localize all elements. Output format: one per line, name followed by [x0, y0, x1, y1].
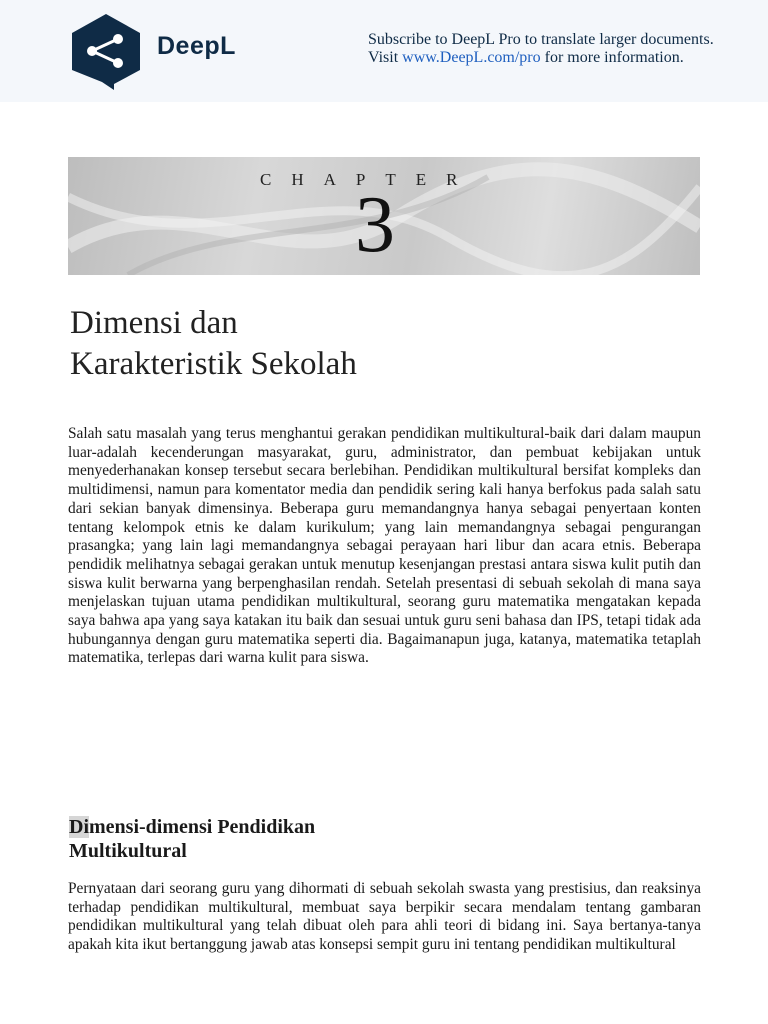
deepl-logo-icon[interactable]: [68, 12, 144, 90]
promo-suffix: for more information.: [540, 49, 684, 66]
section-heading-rest: mensi-dimensi Pendidikan: [89, 816, 316, 838]
deepl-wordmark[interactable]: DeepL: [157, 32, 236, 60]
deepl-banner: [0, 0, 768, 102]
promo-line-2: [368, 49, 768, 67]
chapter-title-line-2: Karakteristik Sekolah: [70, 346, 357, 382]
body-paragraph-1: Salah satu masalah yang terus menghantui gerakan pendidikan multikultural-baik dari dalam maupun luar-adalah kecenderungan masyarakat, guru, administrator, dan pembuat kebijakan untuk menyederhanakan konsep tersebut secara berlebihan. Pendidikan multikultural bersifat kompleks dan multidimensi, namun para komentator media dan pendidik sering kali hanya berfokus pada salah satu dari sekian banyak dimensinya. Beberapa guru memandangnya hanya sebagai penyertaan konten tentang kelompok etnis ke dalam kurikulum; yang lain memandangnya sebagai pengurangan prasangka; yang lain lagi memandangnya sebagai perayaan hari libur dan acara etnis. Beberapa pendidik melihatnya sebagai gerakan untuk menutup kesenjangan prestasi antara siswa kulit putih dan siswa kulit berwarna yang berpenghasilan rendah. Setelah presentasi di sebuah sekolah di mana saya menjelaskan tujuan utama pendidikan multikultural, seorang guru matematika mengatakan kepada saya bahwa apa yang saya katakan itu baik dan sesuai untuk guru seni bahasa dan IPS, tetapi tidak ada hubungannya dengan guru matematika seperti dia. Bagaimanapun juga, katanya, matematika tetaplah matematika, terlepas dari warna kulit para siswa.: [68, 425, 701, 667]
section-heading-line-2: Multikultural: [69, 840, 187, 862]
chapter-title: [70, 303, 570, 385]
promo-line-1: Subscribe to DeepL Pro to translate larger documents.: [368, 31, 714, 48]
section-heading: [69, 815, 489, 863]
promo-prefix: Visit: [368, 49, 403, 66]
chapter-number: 3: [355, 181, 395, 269]
chapter-title-line-1: Dimensi dan: [70, 305, 238, 341]
section-heading-line-1: [69, 815, 489, 839]
chapter-label: CHAPTER: [260, 170, 478, 189]
body-paragraph-2: Pernyataan dari seorang guru yang dihormati di sebuah sekolah swasta yang prestisius, dan reaksinya terhadap pendidikan multikultural, membuat saya berpikir secara mendalam tentang gambaran pendidikan multikultural yang telah dibuat oleh para ahli teori di bidang ini. Saya bertanya-tanya apakah kita ikut bertanggung jawab atas konsepsi sempit guru ini tentang pendidikan multikultural: [68, 880, 701, 954]
chapter-banner: [68, 157, 700, 275]
section-heading-highlight: Di: [69, 816, 89, 838]
promo-text: [368, 31, 768, 67]
deepl-pro-link[interactable]: www.DeepL.com/pro: [402, 49, 541, 66]
